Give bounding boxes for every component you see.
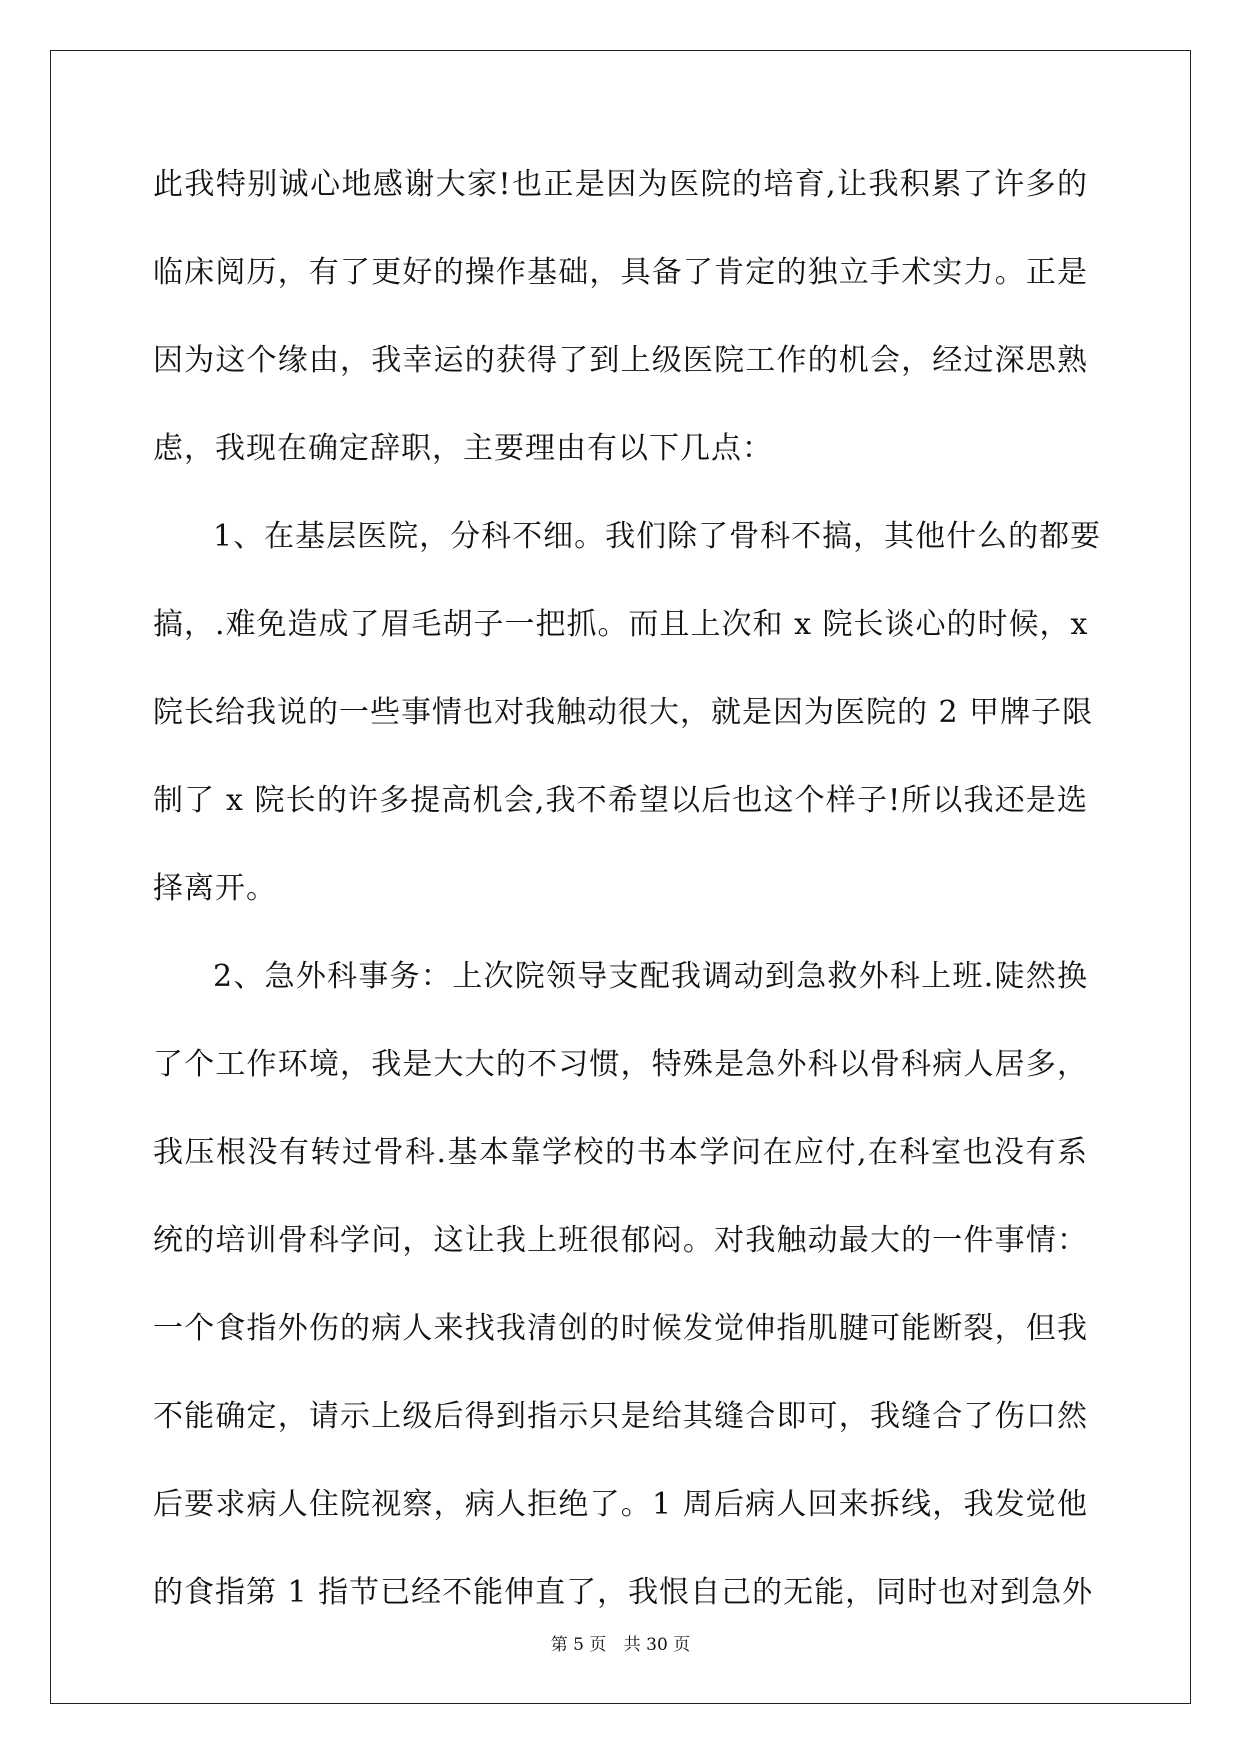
text-line: 择离开。: [153, 871, 277, 906]
text-line: 因为这个缘由，我幸运的获得了到上级医院工作的机会，经过深思熟: [153, 343, 1088, 378]
text-line: 此我特别诚心地感谢大家!也正是因为医院的培育,让我积累了许多的: [153, 167, 1088, 202]
text-line: 搞，.难免造成了眉毛胡子一把抓。而且上次和 x 院长谈心的时候，x: [153, 607, 1089, 642]
page-footer: [0, 1630, 1241, 1655]
page-number-total: 共 30 页: [623, 1635, 691, 1655]
text-line: 不能确定，请示上级后得到指示只是给其缝合即可，我缝合了伤口然: [153, 1399, 1088, 1434]
text-line: 制了 x 院长的许多提高机会,我不希望以后也这个样子!所以我还是选: [153, 783, 1088, 818]
text-line: 统的培训骨科学问，这让我上班很郁闷。对我触动最大的一件事情：: [153, 1223, 1088, 1258]
text-line: 一个食指外伤的病人来找我清创的时候发觉伸指肌腱可能断裂，但我: [153, 1311, 1088, 1346]
text-line: 的食指第 1 指节已经不能伸直了，我恨自己的无能，同时也对到急外: [153, 1575, 1094, 1610]
document-body: [153, 152, 1102, 1648]
text-line: 1、在基层医院，分科不细。我们除了骨科不搞，其他什么的都要: [213, 519, 1102, 554]
text-line: 2、急外科事务：上次院领导支配我调动到急救外科上班.陡然换: [213, 959, 1088, 994]
text-line: 院长给我说的一些事情也对我触动很大，就是因为医院的 2 甲牌子限: [153, 695, 1094, 730]
text-line: 虑，我现在确定辞职，主要理由有以下几点：: [153, 431, 773, 466]
text-line: 后要求病人住院视察，病人拒绝了。1 周后病人回来拆线，我发觉他: [153, 1487, 1088, 1522]
text-line: 我压根没有转过骨科.基本靠学校的书本学问在应付,在科室也没有系: [153, 1135, 1088, 1170]
text-line: 了个工作环境，我是大大的不习惯，特殊是急外科以骨科病人居多，: [153, 1047, 1088, 1082]
text-line: 临床阅历，有了更好的操作基础，具备了肯定的独立手术实力。正是: [153, 255, 1088, 290]
page-number-current: 第 5 页: [550, 1635, 607, 1655]
